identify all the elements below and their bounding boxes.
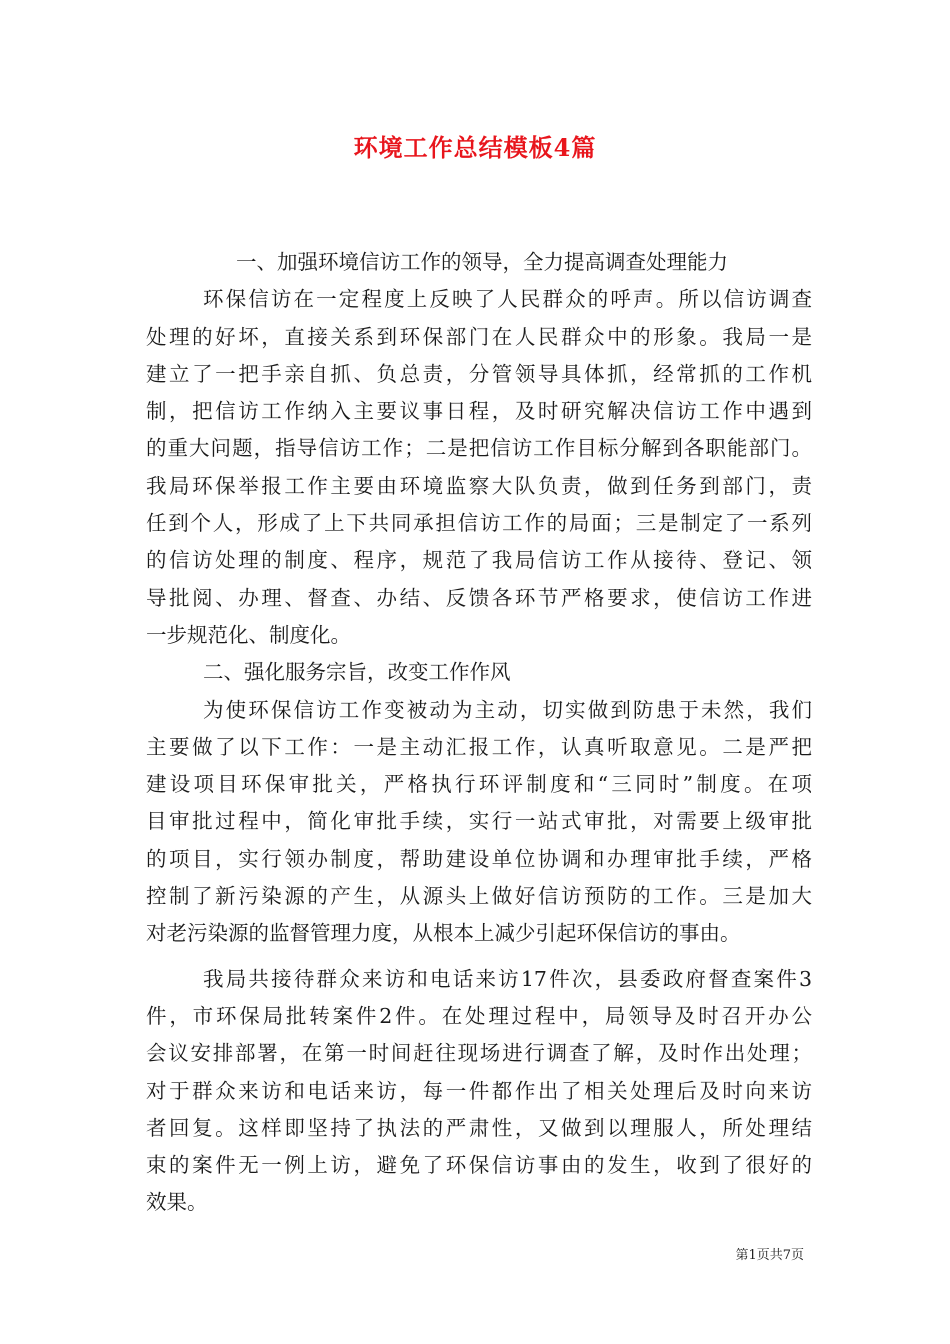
paragraph-line: 为使环保信访工作变被动为主动，切实做到防患于未然，我们 — [203, 697, 812, 722]
paragraph-line: 任到个人，形成了上下共同承担信访工作的局面；三是制定了一系列 — [146, 511, 812, 536]
paragraph-line: 制，把信访工作纳入主要议事日程，及时研究解决信访工作中遇到 — [146, 399, 812, 424]
paragraph-line: 对于群众来访和电话来访，每一件都作出了相关处理后及时向来访 — [146, 1078, 812, 1103]
paragraph-line: 的信访处理的制度、程序，规范了我局信访工作从接待、登记、领 — [146, 548, 812, 573]
paragraph-line: 一步规范化、制度化。 — [146, 622, 351, 647]
paragraph-line: 对老污染源的监督管理力度，从根本上减少引起环保信访的事由。 — [146, 921, 741, 946]
paragraph-line: 的重大问题，指导信访工作；二是把信访工作目标分解到各职能部门。 — [146, 436, 812, 461]
paragraph-line: 效果。 — [146, 1190, 208, 1215]
paragraph-line: 我局环保举报工作主要由环境监察大队负责，做到任务到部门，责 — [146, 473, 812, 498]
paragraph-line: 导批阅、办理、督查、办结、反馈各环节严格要求，使信访工作进 — [146, 585, 812, 610]
paragraph-line: 处理的好坏，直接关系到环保部门在人民群众中的形象。我局一是 — [146, 324, 812, 349]
paragraph-line: 控制了新污染源的产生，从源头上做好信访预防的工作。三是加大 — [146, 884, 812, 909]
paragraph-line: 者回复。这样即坚持了执法的严肃性，又做到以理服人，所处理结 — [146, 1115, 812, 1140]
paragraph-line: 束的案件无一例上访，避免了环保信访事由的发生，收到了很好的 — [146, 1153, 812, 1178]
page-number: 第1页共7页 — [735, 1248, 804, 1263]
paragraph-line: 建设项目环保审批关，严格执行环评制度和“三同时”制度。在项 — [146, 772, 812, 797]
section-heading-1: 一、加强环境信访工作的领导，全力提高调查处理能力 — [236, 250, 728, 274]
paragraph-line: 目审批过程中，简化审批手续，实行一站式审批，对需要上级审批 — [146, 809, 812, 834]
section-heading-2: 二、强化服务宗旨，改变工作作风 — [203, 660, 511, 685]
paragraph-line: 建立了一把手亲自抓、负总责，分管领导具体抓，经常抓的工作机 — [146, 361, 812, 386]
paragraph-line: 我局共接待群众来访和电话来访17件次，县委政府督查案件3 — [203, 966, 812, 991]
paragraph-line: 环保信访在一定程度上反映了人民群众的呼声。所以信访调查 — [203, 287, 812, 312]
paragraph-line: 的项目，实行领办制度，帮助建设单位协调和办理审批手续，严格 — [146, 846, 812, 871]
paragraph-gap — [146, 953, 812, 961]
paragraph-line: 主要做了以下工作：一是主动汇报工作，认真听取意见。二是严把 — [146, 734, 812, 759]
document-body — [146, 244, 812, 1222]
paragraph-line: 件，市环保局批转案件2件。在处理过程中，局领导及时召开办公 — [146, 1003, 812, 1028]
document-title: 环境工作总结模板4篇 — [353, 133, 597, 162]
paragraph-line: 会议安排部署，在第一时间赶往现场进行调查了解，及时作出处理； — [146, 1041, 812, 1066]
